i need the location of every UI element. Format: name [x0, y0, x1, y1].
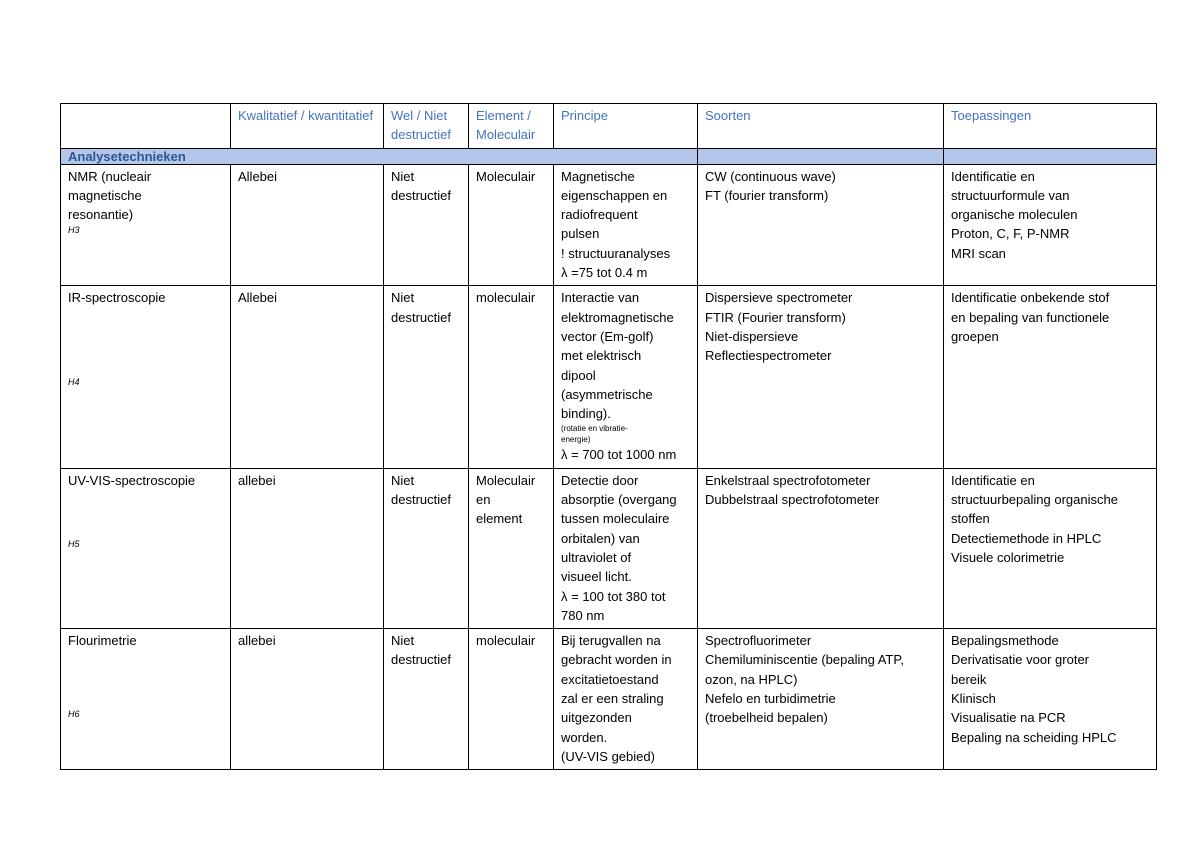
soorten-line: Dubbelstraal spectrofotometer — [705, 492, 880, 508]
header-principe: Principe — [554, 104, 698, 149]
principe-line: eigenschappen en — [561, 187, 668, 203]
header-toepassingen: Toepassingen — [944, 104, 1157, 149]
principe-line: Detectie door — [561, 472, 639, 488]
header-kwalitatief: Kwalitatief / kwantitatief — [231, 104, 384, 149]
elem-line: Moleculair — [476, 472, 536, 488]
kwal-cell: Allebei — [231, 164, 384, 286]
elem-line: moleculair — [476, 633, 536, 649]
analysis-table — [60, 103, 1157, 770]
principe-line: orbitalen) van — [561, 530, 640, 546]
destr-cell — [384, 468, 469, 628]
header-cell-empty — [61, 104, 231, 149]
soorten-cell — [698, 629, 944, 770]
section-label: Analysetechnieken — [68, 148, 186, 164]
elem-cell — [469, 468, 554, 628]
principe-line: ! structuuranalyses — [561, 245, 671, 261]
soorten-line: Reflectiespectrometer — [705, 348, 832, 364]
principe-line: vector (Em-golf) — [561, 328, 654, 344]
technique-cell — [61, 468, 231, 628]
table-row — [61, 468, 1157, 628]
header-soorten: Soorten — [698, 104, 944, 149]
kwal-cell: allebei — [231, 468, 384, 628]
principe-line: (asymmetrische — [561, 386, 653, 402]
technique-name-line: Flourimetrie — [68, 633, 137, 649]
destr-line: destructief — [391, 492, 451, 508]
toepassingen-line: Identificatie onbekende stof — [951, 290, 1110, 306]
chapter-label: H5 — [68, 539, 80, 550]
principe-line: met elektrisch — [561, 348, 642, 364]
header-element: Element / Moleculair — [469, 104, 554, 149]
soorten-line: Chemiluminiscentie (bepaling ATP, — [705, 652, 904, 668]
soorten-line: Enkelstraal spectrofotometer — [705, 472, 871, 488]
spacer — [68, 308, 223, 376]
elem-line: element — [476, 511, 523, 527]
toepassingen-line: structuurformule van — [951, 187, 1070, 203]
soorten-line: CW (continuous wave) — [705, 168, 836, 184]
principe-line: worden. — [561, 729, 608, 745]
technique-name-line: resonantie) — [68, 207, 134, 223]
principe-line: Magnetische — [561, 168, 635, 184]
soorten-line: Spectrofluorimeter — [705, 633, 812, 649]
soorten-line: Dispersieve spectrometer — [705, 290, 853, 306]
header-row — [61, 104, 1157, 149]
toepassingen-line: Proton, C, F, P-NMR — [951, 226, 1070, 242]
destr-line: Niet — [391, 290, 415, 306]
technique-cell — [61, 286, 231, 468]
soorten-line: FTIR (Fourier transform) — [705, 309, 846, 325]
principe-line: zal er een straling — [561, 691, 664, 707]
table-row — [61, 629, 1157, 770]
technique-name-line: IR-spectroscopie — [68, 290, 166, 306]
principe-line: visueel licht. — [561, 569, 632, 585]
principe-cell — [554, 164, 698, 286]
toepassingen-line: Derivatisatie voor groter — [951, 652, 1089, 668]
principe-cell — [554, 286, 698, 468]
destr-cell — [384, 629, 469, 770]
principe-line: λ = 100 tot 380 tot — [561, 588, 666, 604]
section-cell-soorten — [698, 148, 944, 164]
principe-note: energie) — [561, 435, 591, 445]
soorten-line: (troebelheid bepalen) — [705, 710, 828, 726]
principe-cell — [554, 468, 698, 628]
toepassingen-line: structuurbepaling organische — [951, 492, 1118, 508]
elem-line: Moleculair — [476, 168, 536, 184]
table-row — [61, 164, 1157, 286]
principe-line: 780 nm — [561, 607, 605, 623]
toepassingen-cell — [944, 468, 1157, 628]
elem-cell — [469, 286, 554, 468]
chapter-label: H4 — [68, 376, 80, 387]
soorten-line: ozon, na HPLC) — [705, 671, 798, 687]
spacer — [68, 490, 223, 538]
technique-cell — [61, 629, 231, 770]
principe-line: absorptie (overgang — [561, 492, 677, 508]
spacer — [68, 650, 223, 708]
technique-name-line: magnetische — [68, 187, 142, 203]
toepassingen-line: Detectiemethode in HPLC — [951, 530, 1102, 546]
toepassingen-line: Klinisch — [951, 691, 996, 707]
header-destructief: Wel / Niet destructief — [384, 104, 469, 149]
soorten-cell — [698, 468, 944, 628]
section-row — [61, 148, 1157, 164]
toepassingen-cell — [944, 629, 1157, 770]
principe-line: ultraviolet of — [561, 549, 632, 565]
toepassingen-line: stoffen — [951, 511, 990, 527]
principe-line: (UV-VIS gebied) — [561, 748, 655, 764]
toepassingen-line: Visuele colorimetrie — [951, 549, 1065, 565]
toepassingen-line: Identificatie en — [951, 472, 1035, 488]
elem-line: en — [476, 492, 491, 508]
principe-line: λ = 700 tot 1000 nm — [561, 447, 677, 463]
technique-name-line: NMR (nucleair — [68, 168, 152, 184]
toepassingen-line: bereik — [951, 671, 987, 687]
toepassingen-line: en bepaling van functionele — [951, 309, 1110, 325]
toepassingen-cell — [944, 286, 1157, 468]
principe-line: excitatietoestand — [561, 671, 659, 687]
toepassingen-cell — [944, 164, 1157, 286]
destr-line: Niet — [391, 472, 415, 488]
principe-line: gebracht worden in — [561, 652, 672, 668]
section-cell-toepassingen — [944, 148, 1157, 164]
principe-line: λ =75 tot 0.4 m — [561, 265, 648, 281]
table-row — [61, 286, 1157, 468]
toepassingen-line: Identificatie en — [951, 168, 1035, 184]
principe-line: pulsen — [561, 226, 600, 242]
destr-line: Niet — [391, 633, 415, 649]
principe-line: dipool — [561, 367, 596, 383]
soorten-line: Nefelo en turbidimetrie — [705, 691, 836, 707]
toepassingen-line: Bepaling na scheiding HPLC — [951, 729, 1117, 745]
technique-cell — [61, 164, 231, 286]
chapter-label: H6 — [68, 709, 80, 720]
elem-cell — [469, 164, 554, 286]
principe-line: Interactie van — [561, 290, 640, 306]
kwal-cell: allebei — [231, 629, 384, 770]
elem-cell — [469, 629, 554, 770]
elem-line: moleculair — [476, 290, 536, 306]
destr-cell — [384, 286, 469, 468]
kwal-cell: Allebei — [231, 286, 384, 468]
toepassingen-line: Visualisatie na PCR — [951, 710, 1066, 726]
toepassingen-line: Bepalingsmethode — [951, 633, 1059, 649]
toepassingen-line: groepen — [951, 328, 999, 344]
principe-line: binding). — [561, 406, 611, 422]
soorten-cell — [698, 286, 944, 468]
principe-note: (rotatie en vibratie- — [561, 424, 628, 434]
destr-line: destructief — [391, 652, 451, 668]
chapter-label: H3 — [68, 225, 80, 236]
principe-line: uitgezonden — [561, 710, 632, 726]
destr-line: destructief — [391, 309, 451, 325]
principe-cell — [554, 629, 698, 770]
destr-line: Niet — [391, 168, 415, 184]
principe-line: elektromagnetische — [561, 309, 674, 325]
toepassingen-line: MRI scan — [951, 245, 1006, 261]
soorten-line: FT (fourier transform) — [705, 187, 829, 203]
soorten-line: Niet-dispersieve — [705, 328, 799, 344]
destr-cell — [384, 164, 469, 286]
principe-line: tussen moleculaire — [561, 511, 670, 527]
principe-line: Bij terugvallen na — [561, 633, 661, 649]
section-cell — [61, 148, 698, 164]
principe-line: radiofrequent — [561, 207, 638, 223]
soorten-cell — [698, 164, 944, 286]
technique-name-line: UV-VIS-spectroscopie — [68, 472, 196, 488]
destr-line: destructief — [391, 187, 451, 203]
toepassingen-line: organische moleculen — [951, 207, 1078, 223]
